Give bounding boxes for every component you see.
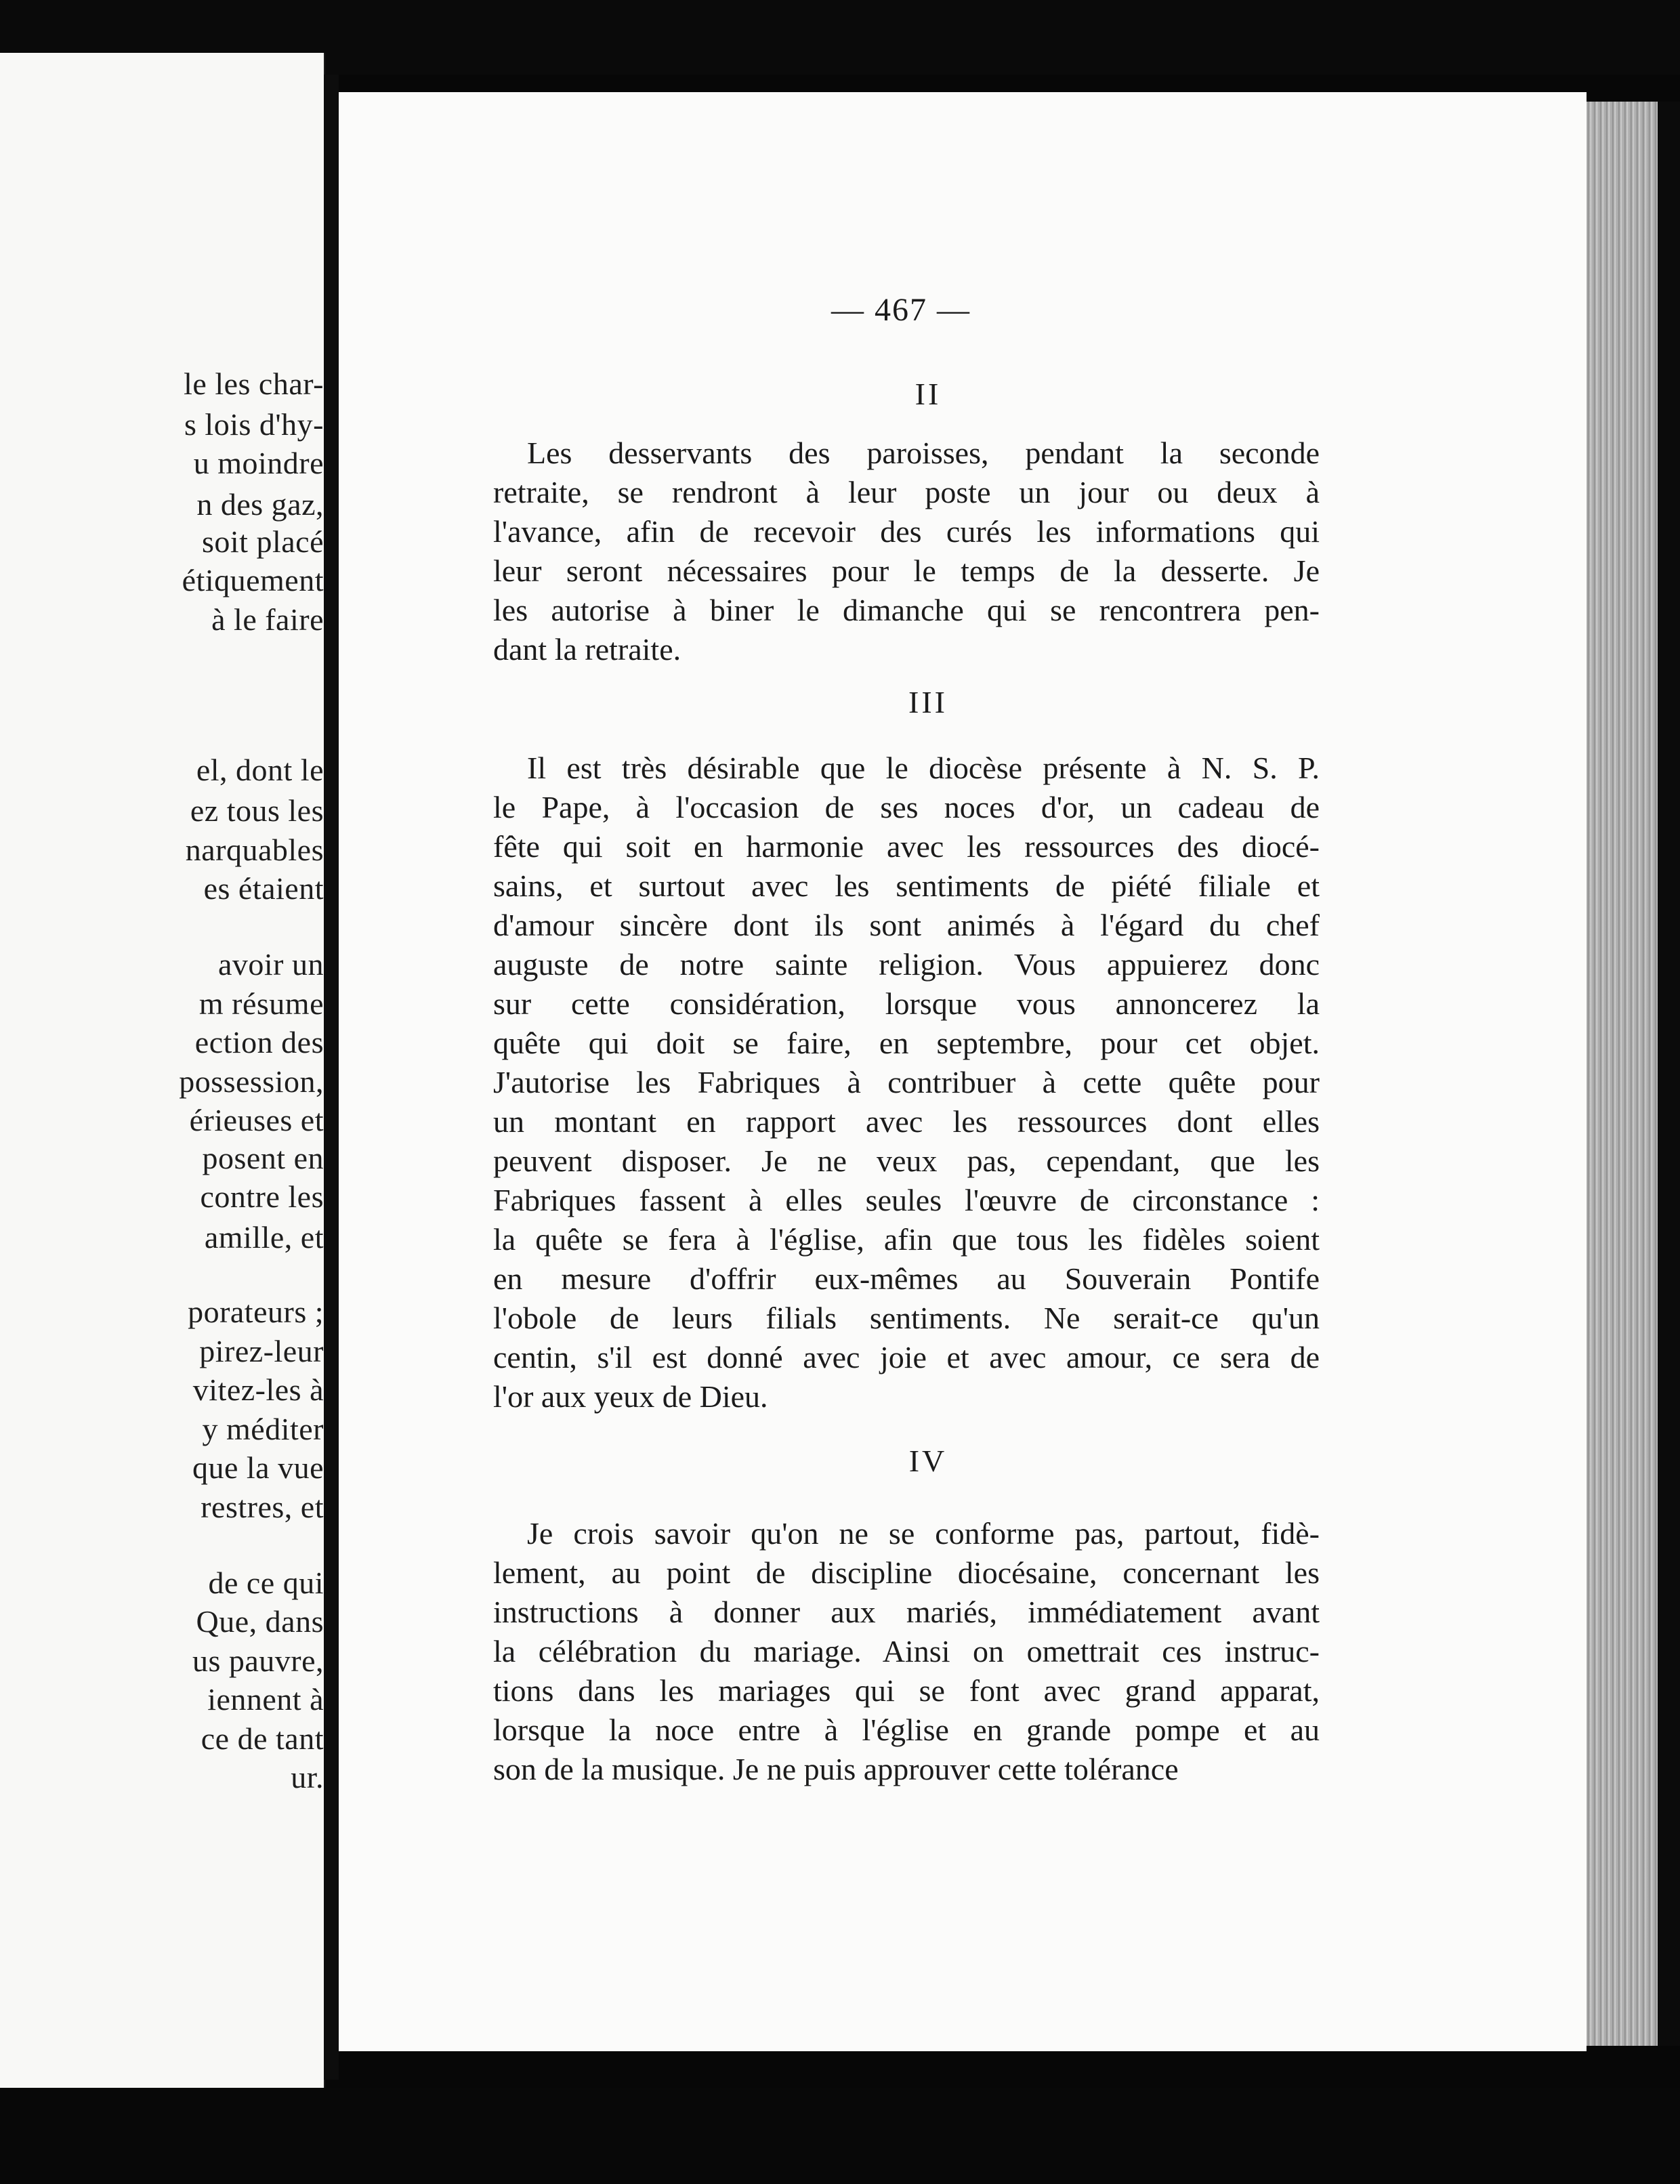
facing-page-line: que la vue [192, 1450, 324, 1485]
text-line: dant la retraite. [493, 632, 681, 667]
facing-page-line: érieuses et [189, 1103, 324, 1137]
facing-page-line: ection des [194, 1025, 324, 1059]
text-line: un montant en rapport avec les ressources dont elles [493, 1104, 1320, 1139]
text-line: lorsque la noce entre à l'église en grande pompe et au [493, 1713, 1320, 1747]
page-edges-shadow [1658, 102, 1680, 2046]
text-line: son de la musique. Je ne puis approuver cette tolérance [493, 1752, 1179, 1786]
text-line: la célébration du mariage. Ainsi on omettrait ces instruc- [493, 1634, 1320, 1668]
text-line: tions dans les mariages qui se font avec grand apparat, [493, 1673, 1320, 1708]
text-line: Les desservants des paroisses, pendant la seconde [527, 436, 1320, 470]
text-line: l'or aux yeux de Dieu. [493, 1379, 768, 1414]
text-line: auguste de notre sainte religion. Vous appuierez donc [493, 947, 1320, 982]
text-line: J'autorise les Fabriques à contribuer à cette quête pour [493, 1065, 1320, 1099]
text-line: centin, s'il est donné avec joie et avec amour, ce sera de [493, 1340, 1320, 1374]
text-line: l'obole de leurs filials sentiments. Ne serait-ce qu'un [493, 1301, 1320, 1335]
facing-page-line: le les char- [184, 366, 324, 401]
section-heading-iv: IV [908, 1444, 948, 1478]
facing-page-line: amille, et [204, 1220, 324, 1255]
book-gutter [324, 75, 339, 2080]
facing-page-line: n des gaz, [196, 487, 324, 522]
text-line: retraite, se rendront à leur poste un jour ou deux à [493, 475, 1320, 509]
text-line: sur cette considération, lorsque vous annoncerez la [493, 986, 1320, 1021]
page-number: — 467 — [831, 292, 971, 328]
facing-page-line: ez tous les [190, 793, 324, 828]
text-line: d'amour sincère dont ils sont animés à l'égard du chef [493, 908, 1320, 942]
facing-page-line: contre les [200, 1179, 324, 1214]
facing-page-line: soit placé [202, 524, 324, 559]
text-line: sains, et surtout avec les sentiments de piété filiale et [493, 868, 1320, 903]
section-heading-iii: III [908, 685, 948, 719]
text-line: en mesure d'offrir eux-mêmes au Souverain Pontife [493, 1261, 1320, 1296]
facing-page-line: vitez-les à [192, 1372, 324, 1407]
text-line: quête qui doit se faire, en septembre, pour cet objet. [493, 1026, 1320, 1060]
facing-page-line: u moindre [193, 446, 324, 480]
text-line: Je crois savoir qu'on ne se conforme pas, partout, fidè- [527, 1516, 1320, 1551]
section-iv-paragraph [493, 1514, 1320, 1789]
text-line: la quête se fera à l'église, afin que tous les fidèles soient [493, 1222, 1320, 1257]
facing-page-line: possession, [179, 1064, 324, 1099]
scan-bottom-border [0, 2088, 1680, 2184]
section-ii-paragraph [493, 434, 1320, 669]
text-line: peuvent disposer. Je ne veux pas, cependant, que les [493, 1143, 1320, 1178]
text-line: leur seront nécessaires pour le temps de la desserte. Je [493, 553, 1320, 588]
text-line: lement, au point de discipline diocésaine, concernant les [493, 1555, 1320, 1590]
facing-page-line: m résume [198, 986, 324, 1021]
facing-page-line: posent en [202, 1141, 324, 1175]
facing-page-line: ce de tant [201, 1721, 324, 1756]
text-line: fête qui soit en harmonie avec les ressources des diocé- [493, 829, 1320, 864]
facing-page-line: y méditer [202, 1412, 324, 1446]
facing-page-line: pirez-leur [199, 1334, 324, 1368]
text-line: Il est très désirable que le diocèse présente à N. S. P. [527, 751, 1320, 785]
facing-page-line: restres, et [201, 1490, 324, 1524]
page-edges [1587, 102, 1658, 2046]
text-line: le Pape, à l'occasion de ses noces d'or, un cadeau de [493, 790, 1320, 824]
facing-page-line: étiquement [182, 563, 324, 597]
facing-page-line: s lois d'hy- [184, 407, 324, 442]
facing-page-line: es étaient [203, 871, 324, 906]
facing-page-line: narquables [185, 833, 324, 867]
facing-page-line: porateurs ; [188, 1295, 324, 1329]
text-line: instructions à donner aux mariés, immédiatement avant [493, 1595, 1320, 1629]
facing-page-line: à le faire [211, 602, 324, 637]
text-line: Fabriques fassent à elles seules l'œuvre de circonstance : [493, 1183, 1320, 1217]
facing-page-line: de ce qui [208, 1566, 324, 1600]
facing-page-line: avoir un [217, 947, 324, 982]
text-line: les autorise à biner le dimanche qui se rencontrera pen- [493, 593, 1320, 627]
facing-page-line: ur. [291, 1760, 324, 1794]
facing-page-line: el, dont le [196, 753, 324, 787]
facing-page-line: Que, dans [196, 1604, 324, 1639]
facing-page-line: us pauvre, [192, 1643, 324, 1678]
section-iii-paragraph [493, 749, 1320, 1416]
section-heading-ii: II [915, 377, 942, 411]
facing-page [0, 53, 325, 2088]
facing-page-line: iennent à [207, 1682, 324, 1717]
text-line: l'avance, afin de recevoir des curés les informations qui [493, 514, 1320, 549]
